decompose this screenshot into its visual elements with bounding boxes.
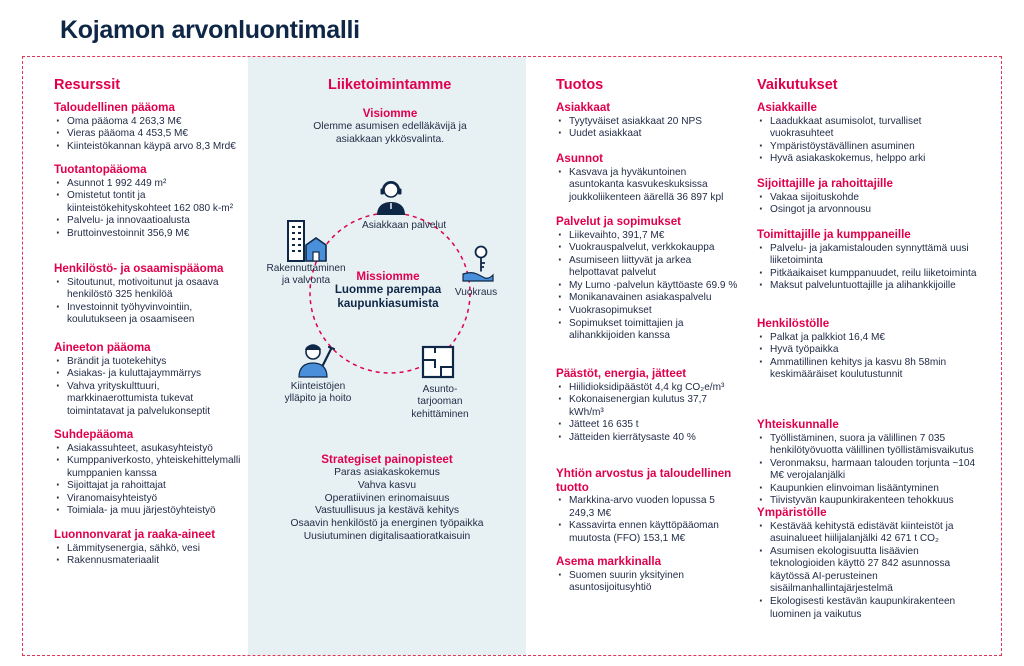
impacts-heading: Vaikutukset — [757, 77, 838, 93]
strategy-block — [272, 453, 502, 544]
list-item: · Työllistäminen, suora ja välillinen 7 035 henkilötyövuotta välillinen työllistämisvaikutus — [757, 433, 979, 458]
impacts-section-title: Toimittajille ja kumppaneille — [757, 228, 911, 241]
list-item: · Kokonaisenergian kulutus 37,7 kWh/m³ — [556, 394, 742, 419]
impacts-section-title: Asiakkaille — [757, 101, 817, 114]
resources-section-list — [54, 356, 244, 419]
resources-section-list — [54, 178, 244, 241]
list-item: · Osingot ja arvonnousu — [757, 204, 979, 217]
cycle-label-vuokraus: Vuokraus — [454, 287, 498, 298]
list-item: · Ekologisesti kestävän kaupunkirakenteen luominen ja vaikutus — [757, 596, 979, 621]
impacts-section-list — [757, 243, 979, 293]
impacts-section — [757, 101, 979, 166]
impacts-section — [757, 418, 979, 508]
outputs-section — [556, 367, 742, 444]
list-item: · Jätteet 16 635 t — [556, 419, 742, 432]
list-item: · Asumisen ekologisuutta lisäävien teknologioiden käyttö 27 842 asunnossa käytössä AI-perusteinen sisäilmanhallintajärjestelmä — [757, 546, 979, 596]
list-item: · Ammatillinen kehitys ja kasvu 8h 58min keskimääräiset koulutustunnit — [757, 357, 979, 382]
list-item: · Kasvava ja hyväkuntoinen asuntokanta kasvukeskuksissa joukkoliikenteen äärellä 36 897 kpl — [556, 167, 742, 205]
impacts-section — [757, 177, 979, 217]
strategy-item: Uusiutuminen digitalisaatioratkaisuin — [303, 530, 471, 542]
outputs-section-list — [556, 230, 742, 343]
customer-service-icon — [374, 180, 408, 216]
outputs-section-title: Asunnot — [556, 152, 604, 165]
vision-title: Visiomme — [362, 107, 418, 120]
list-item: · Asumiseen liittyvät ja arkea helpottavat palvelut — [556, 255, 742, 280]
outputs-section — [556, 555, 742, 595]
list-item: · Sitoutunut, motivoitunut ja osaava henkilöstö 325 henkilöä — [54, 277, 244, 302]
list-item: · Kassavirta ennen käyttöpääoman muutosta (FFO) 153,1 M€ — [556, 520, 742, 545]
list-item: · Vakaa sijoituskohde — [757, 192, 979, 205]
strategy-item: Vahva kasvu — [357, 479, 417, 491]
impacts-section — [757, 228, 979, 293]
list-item: · Rakennusmateriaalit — [54, 555, 244, 568]
list-item: · Uudet asiakkaat — [556, 128, 742, 141]
list-item: · Palvelu- ja jakamistalouden synnyttämä uusi liiketoiminta — [757, 243, 979, 268]
list-item: · Ympäristöystävällinen asuminen — [757, 141, 979, 154]
cycle-label-maintenance-2: ylläpito ja hoito — [284, 393, 352, 405]
list-item: · Vieras pääoma 4 453,5 M€ — [54, 128, 244, 141]
list-item: · Asiakassuhteet, asukasyhteistyö — [54, 443, 244, 456]
key-hand-icon — [460, 244, 496, 284]
list-item: · Laadukkaat asumisolot, turvalliset vuokrasuhteet — [757, 116, 979, 141]
list-item: · Lämmitysenergia, sähkö, vesi — [54, 543, 244, 556]
cycle-label-tarjooma-1: Asunto- — [422, 384, 458, 395]
list-item: · Vuokrasopimukset — [556, 305, 742, 318]
cycle-label-rakennuttaminen-2: ja valvonta — [281, 275, 331, 287]
resources-section-title: Suhdepääoma — [54, 428, 134, 441]
list-item: · Hyvä työpaikka — [757, 344, 979, 357]
resources-section — [54, 341, 244, 418]
buildings-icon — [284, 219, 328, 263]
strategy-list — [272, 467, 502, 544]
outputs-section — [556, 467, 742, 545]
impacts-section-title: Henkilöstölle — [757, 317, 830, 330]
vision-block — [290, 107, 490, 147]
list-item: · Hiilidioksidipäästöt 4,4 kg CO₂e/m³ — [556, 382, 742, 395]
list-item: · Palvelu- ja innovaatioalusta — [54, 215, 244, 228]
business-heading: Liiketoimintamme — [328, 77, 452, 93]
impacts-section-title: Sijoittajille ja rahoittajille — [757, 177, 893, 190]
impacts-section-list — [757, 192, 979, 217]
outputs-section-list — [556, 382, 742, 445]
cycle-label-tarjooma-2: tarjooman — [417, 396, 463, 408]
list-item: · Tyytyväiset asiakkaat 20 NPS — [556, 116, 742, 129]
list-item: · Oma pääoma 4 263,3 M€ — [54, 116, 244, 129]
outputs-section — [556, 215, 742, 343]
cycle-label-tarjooma — [400, 384, 480, 421]
resources-heading: Resurssit — [54, 77, 121, 93]
mission-title: Missiomme — [356, 270, 420, 283]
resources-section-list — [54, 116, 244, 154]
impacts-section — [757, 317, 979, 382]
resources-section-title: Aineeton pääoma — [54, 341, 151, 354]
list-item: · Maksut palveluntuottajille ja alihankkijoille — [757, 280, 979, 293]
resources-section-list — [54, 543, 244, 568]
list-item: · Kiinteistökannan käypä arvo 8,3 Mrd€ — [54, 141, 244, 154]
resources-section — [54, 528, 244, 568]
list-item: · Vahva yrityskulttuuri, markkinaerottumista tukevat toimintatavat ja palvelukonseptit — [54, 381, 244, 419]
cycle-label-maintenance-1: Kiinteistöjen — [290, 381, 346, 392]
list-item: · Sijoittajat ja rahoittajat — [54, 480, 244, 493]
list-item: · Toimiala- ja muu järjestöyhteistyö — [54, 505, 244, 518]
list-item: · Hyvä asiakaskokemus, helppo arki — [757, 153, 979, 166]
list-item: · Omistetut tontit ja kiinteistökehityskohteet 162 080 k-m² — [54, 190, 244, 215]
resources-section-title: Taloudellinen pääoma — [54, 101, 175, 114]
strategy-title: Strategiset painopisteet — [321, 453, 453, 466]
list-item: · Kaupunkien elinvoiman lisääntyminen — [757, 483, 979, 496]
cycle-label-maintenance — [283, 381, 353, 406]
outputs-section-title: Asiakkaat — [556, 101, 611, 114]
list-item: · Brändit ja tuotekehitys — [54, 356, 244, 369]
list-item: · Kumppaniverkosto, yhteiskehittelymalli kumppanien kanssa — [54, 455, 244, 480]
resources-section — [54, 101, 244, 153]
list-item: · Bruttoinvestoinnit 356,9 M€ — [54, 228, 244, 241]
resources-section — [54, 163, 244, 240]
list-item: · Palkat ja palkkiot 16,4 M€ — [757, 332, 979, 345]
strategy-item: Vastuullisuus ja kestävä kehitys — [314, 505, 460, 517]
resources-section — [54, 262, 244, 327]
list-item: · Kestävää kehitystä edistävät kiinteistöt ja asuinalueet hiilijalanjälki 42 671 t CO₂ — [757, 521, 979, 546]
list-item: · Tiivistyvän kaupunkirakenteen tehokkuus — [757, 495, 979, 508]
impacts-section-list — [757, 433, 979, 509]
cycle-label-customer: Asiakkaan palvelut — [362, 220, 447, 231]
resources-section-title: Luonnonvarat ja raaka-aineet — [54, 528, 216, 541]
resources-section-list — [54, 277, 244, 327]
list-item: · Jätteiden kierrätysaste 40 % — [556, 432, 742, 445]
outputs-section-title: Palvelut ja sopimukset — [556, 215, 682, 228]
resources-section-title: Tuotantopääoma — [54, 163, 147, 176]
page-title: Kojamon arvonluontimalli — [60, 16, 360, 44]
floor-plan-icon — [421, 345, 455, 379]
outputs-section-list — [556, 495, 742, 545]
list-item: · Investoinnit työhyvinvointiin, koulutukseen ja osaamiseen — [54, 302, 244, 327]
impacts-section-title: Ympäristölle — [757, 506, 827, 519]
outputs-section-title: Päästöt, energia, jätteet — [556, 367, 687, 380]
list-item: · Vuokrauspalvelut, verkkokauppa — [556, 242, 742, 255]
list-item: · Asiakas- ja kuluttajaymmärrys — [54, 368, 244, 381]
outputs-section-title: Asema markkinalla — [556, 555, 662, 568]
strategy-item: Osaavin henkilöstö ja energinen työpaikka — [290, 518, 484, 530]
impacts-section-title: Yhteiskunnalle — [757, 418, 839, 431]
resources-section-title: Henkilöstö- ja osaamispääoma — [54, 262, 224, 275]
impacts-section-list — [757, 116, 979, 166]
list-item: · Sopimukset toimittajien ja alihankkijoiden kanssa — [556, 318, 742, 343]
impacts-section — [757, 506, 979, 621]
list-item: · Asunnot 1 992 449 m² — [54, 178, 244, 191]
list-item: · Viranomaisyhteistyö — [54, 493, 244, 506]
outputs-section-title: Yhtiön arvostus ja taloudellinen tuotto — [556, 467, 732, 494]
impacts-section-list — [757, 332, 979, 382]
list-item: · My Lumo -palvelun käyttöaste 69.9 % — [556, 280, 742, 293]
mission-block — [328, 270, 448, 310]
strategy-item: Operatiivinen erinomaisuus — [324, 492, 450, 504]
mission-text: Luomme parempaa kaupunkiasumista — [334, 283, 442, 310]
outputs-section-list — [556, 167, 742, 205]
list-item: · Monikanavainen asiakaspalvelu — [556, 292, 742, 305]
outputs-heading: Tuotos — [556, 77, 604, 93]
vision-text: Olemme asumisen edelläkävijä ja asiakkaan ykkösvalinta. — [313, 121, 467, 145]
cycle-label-tarjooma-3: kehittäminen — [411, 408, 469, 420]
list-item: · Markkina-arvo vuoden lopussa 5 249,3 M€ — [556, 495, 742, 520]
list-item: · Veronmaksu, harmaan talouden torjunta ~104 M€ verojalanjälki — [757, 458, 979, 483]
impacts-section-list — [757, 521, 979, 622]
resources-section-list — [54, 443, 244, 519]
cycle-label-rakennuttaminen-1: Rakennuttaminen — [266, 263, 346, 274]
outputs-section-list — [556, 116, 742, 141]
outputs-section — [556, 101, 742, 141]
list-item: · Liikevaihto, 391,7 M€ — [556, 230, 742, 243]
resources-section — [54, 428, 244, 518]
outputs-section — [556, 152, 742, 204]
list-item: · Suomen suurin yksityinen asuntosijoitusyhtiö — [556, 570, 742, 595]
strategy-item: Paras asiakaskokemus — [334, 467, 440, 478]
outputs-section-list — [556, 570, 742, 595]
maintenance-worker-icon — [296, 338, 336, 378]
list-item: · Pitkäaikaiset kumppanuudet, reilu liiketoiminta — [757, 268, 979, 281]
